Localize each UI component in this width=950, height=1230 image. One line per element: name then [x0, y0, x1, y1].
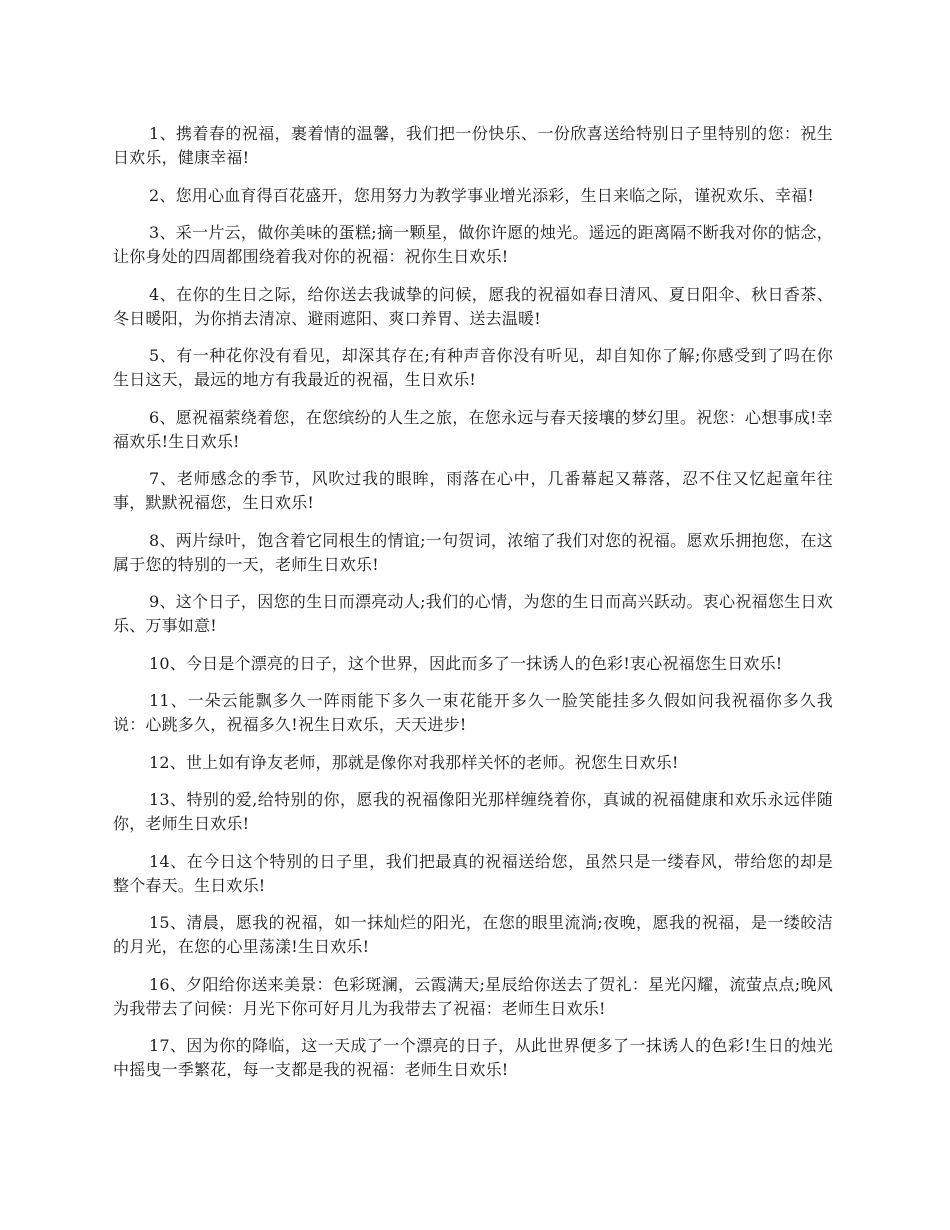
paragraph-13: 13、特别的爱,给特别的你，愿我的祝福像阳光那样缠绕着你，真诚的祝福健康和欢乐永远伴随你，老师生日欢乐! — [113, 790, 833, 833]
paragraph-15: 15、清晨，愿我的祝福，如一抹灿烂的阳光，在您的眼里流淌;夜晚，愿我的祝福，是一缕皎洁的月光，在您的心里荡漾!生日欢乐! — [113, 913, 833, 956]
paragraph-10: 10、今日是个漂亮的日子，这个世界，因此而多了一抹诱人的色彩!衷心祝福您生日欢乐! — [149, 653, 783, 673]
paragraph-8: 8、两片绿叶，饱含着它同根生的情谊;一句贺词，浓缩了我们对您的祝福。愿欢乐拥抱您，在这属于您的特别的一天，老师生日欢乐! — [113, 530, 833, 574]
paragraph-17: 17、因为你的降临，这一天成了一个漂亮的日子，从此世界便多了一抹诱人的色彩!生日的烛光中摇曳一季繁花，每一支都是我的祝福：老师生日欢乐! — [113, 1036, 833, 1079]
paragraph-1: 1、携着春的祝福，裹着情的温馨，我们把一份快乐、一份欣喜送给特别日子里特别的您：祝生日欢乐，健康幸福! — [113, 124, 833, 167]
paragraph-16: 16、夕阳给你送来美景：色彩斑澜，云霞满天;星辰给你送去了贺礼：星光闪耀，流萤点点;晚风为我带去了问候：月光下你可好月儿为我带去了祝福：老师生日欢乐! — [113, 974, 833, 1018]
paragraph-2: 2、您用心血育得百花盛开，您用努力为教学事业增光添彩，生日来临之际，谨祝欢乐、幸福! — [149, 185, 815, 205]
document-body — [113, 122, 833, 1096]
paragraph-5: 5、有一种花你没有看见，却深其存在;有种声音你没有听见，却自知你了解;你感受到了吗在你生日这天，最远的地方有我最近的祝福，生日欢乐! — [113, 346, 833, 389]
paragraph-7: 7、老师感念的季节，风吹过我的眼眸，雨落在心中，几番幕起又幕落，忍不住又忆起童年往事，默默祝福您，生日欢乐! — [113, 469, 833, 512]
paragraph-4: 4、在你的生日之际，给你送去我诚挚的问候，愿我的祝福如春日清风、夏日阳伞、秋日香茶、冬日暖阳，为你捎去清凉、避雨遮阳、爽口养胃、送去温暖! — [113, 284, 833, 328]
paragraph-9: 9、这个日子，因您的生日而漂亮动人;我们的心情，为您的生日而高兴跃动。衷心祝福您生日欢乐、万事如意! — [113, 592, 833, 635]
paragraph-3: 3、采一片云，做你美味的蛋糕;摘一颗星，做你许愿的烛光。遥远的距离隔不断我对你的惦念，让你身处的四周都围绕着我对你的祝福：祝你生日欢乐! — [113, 223, 833, 266]
paragraph-12: 12、世上如有诤友老师，那就是像你对我那样关怀的老师。祝您生日欢乐! — [149, 752, 679, 772]
paragraph-6: 6、愿祝福萦绕着您，在您缤纷的人生之旅，在您永远与春天接壤的梦幻里。祝您：心想事成!幸福欢乐!生日欢乐! — [113, 407, 833, 451]
paragraph-11: 11、一朵云能飘多久一阵雨能下多久一束花能开多久一脸笑能挂多久假如问我祝福你多久我说：心跳多久，祝福多久!祝生日欢乐，天天进步! — [113, 691, 833, 734]
paragraph-14: 14、在今日这个特别的日子里，我们把最真的祝福送给您，虽然只是一缕春风，带给您的却是整个春天。生日欢乐! — [113, 851, 833, 895]
